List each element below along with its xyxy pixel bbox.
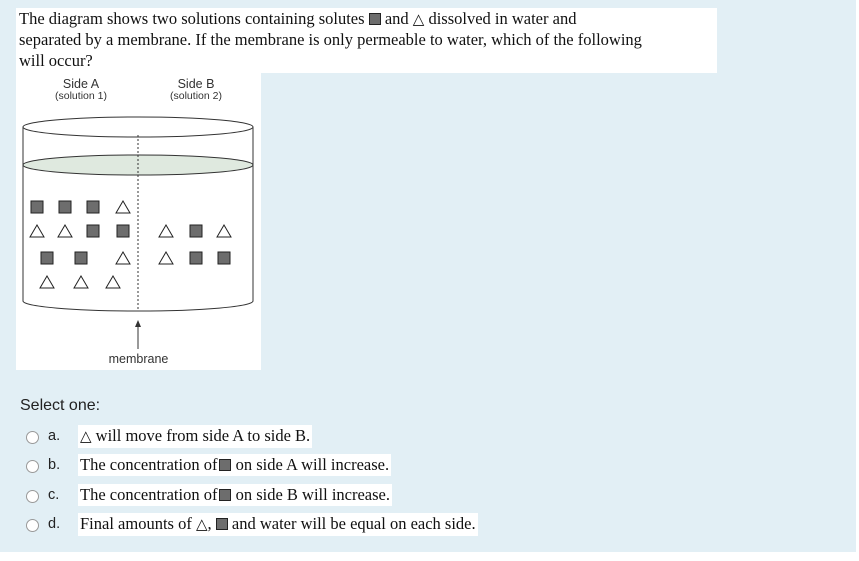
- option-c-text-before: The concentration of: [80, 485, 218, 504]
- side-a-triangle-solute: [58, 225, 72, 237]
- side-b-square-solute: [218, 252, 230, 264]
- side-a-square-solute: [31, 201, 43, 213]
- option-c-text-after: on side B will increase.: [235, 485, 390, 504]
- option-d-text: [78, 513, 478, 536]
- side-a-square-solute: [87, 225, 99, 237]
- option-a-radio[interactable]: [26, 431, 39, 444]
- side-b-triangle-solute: [159, 225, 173, 237]
- side-a-triangle-solute: [40, 276, 54, 288]
- solute-particles: [30, 201, 231, 288]
- option-a-text-after: will move from side A to side B.: [95, 426, 311, 445]
- option-b-text-before: The concentration of: [80, 455, 218, 474]
- square-solute-icon: [219, 459, 231, 471]
- side-a-triangle-solute: [116, 201, 130, 213]
- side-a-square-solute: [117, 225, 129, 237]
- triangle-solute-icon: △: [412, 12, 425, 28]
- option-b-text-after: on side A will increase.: [235, 455, 390, 474]
- option-c-letter: c.: [48, 487, 60, 503]
- side-b-triangle-solute: [217, 225, 231, 237]
- option-d-text-before: Final amounts of: [80, 514, 192, 533]
- side-b-title: Side B: [177, 77, 215, 91]
- triangle-solute-icon: △: [195, 517, 208, 533]
- square-solute-icon: [219, 489, 231, 501]
- option-a-letter: a.: [48, 428, 61, 444]
- side-a-title: Side A: [62, 77, 100, 91]
- side-b-triangle-solute: [159, 252, 173, 264]
- side-a-square-solute: [87, 201, 99, 213]
- option-d-radio[interactable]: [26, 519, 39, 532]
- option-d-text-mid: ,: [207, 514, 212, 533]
- beaker-graphic: [16, 73, 261, 370]
- side-a-triangle-solute: [74, 276, 88, 288]
- side-a-subtitle: (solution 1): [55, 90, 107, 102]
- side-a-triangle-solute: [106, 276, 120, 288]
- side-a-triangle-solute: [30, 225, 44, 237]
- question-line1-and: and: [384, 9, 409, 28]
- side-b-square-solute: [190, 252, 202, 264]
- membrane-pointer-head: [135, 320, 141, 327]
- option-c-radio[interactable]: [26, 490, 39, 503]
- question-line2: separated by a membrane. If the membrane is only permeable to water, which of the following: [19, 30, 642, 49]
- select-one-label: Select one:: [20, 397, 101, 414]
- option-d-text-after: and water will be equal on each side.: [231, 514, 476, 533]
- side-a-square-solute: [59, 201, 71, 213]
- option-a-text: [78, 425, 312, 448]
- option-d-letter: d.: [48, 516, 61, 532]
- question-line3: will occur?: [19, 51, 93, 70]
- beaker-bottom: [23, 301, 253, 311]
- side-b-square-solute: [190, 225, 202, 237]
- square-solute-icon: [216, 518, 228, 530]
- question-line1-before: The diagram shows two solutions containing solutes: [19, 9, 365, 28]
- beaker-rim: [23, 117, 253, 137]
- side-b-subtitle: (solution 2): [170, 90, 222, 102]
- membrane-label: membrane: [108, 352, 169, 366]
- option-b-text: [78, 454, 391, 476]
- question-line1-after: dissolved in water and: [428, 9, 577, 28]
- square-solute-icon: [369, 13, 381, 25]
- membrane-diagram: [16, 73, 261, 370]
- side-a-square-solute: [75, 252, 87, 264]
- option-b-letter: b.: [48, 457, 61, 473]
- option-b-radio[interactable]: [26, 460, 39, 473]
- question-text: [16, 8, 717, 73]
- triangle-solute-icon: △: [80, 429, 92, 445]
- side-a-square-solute: [41, 252, 53, 264]
- side-a-triangle-solute: [116, 252, 130, 264]
- option-c-text: [78, 484, 392, 506]
